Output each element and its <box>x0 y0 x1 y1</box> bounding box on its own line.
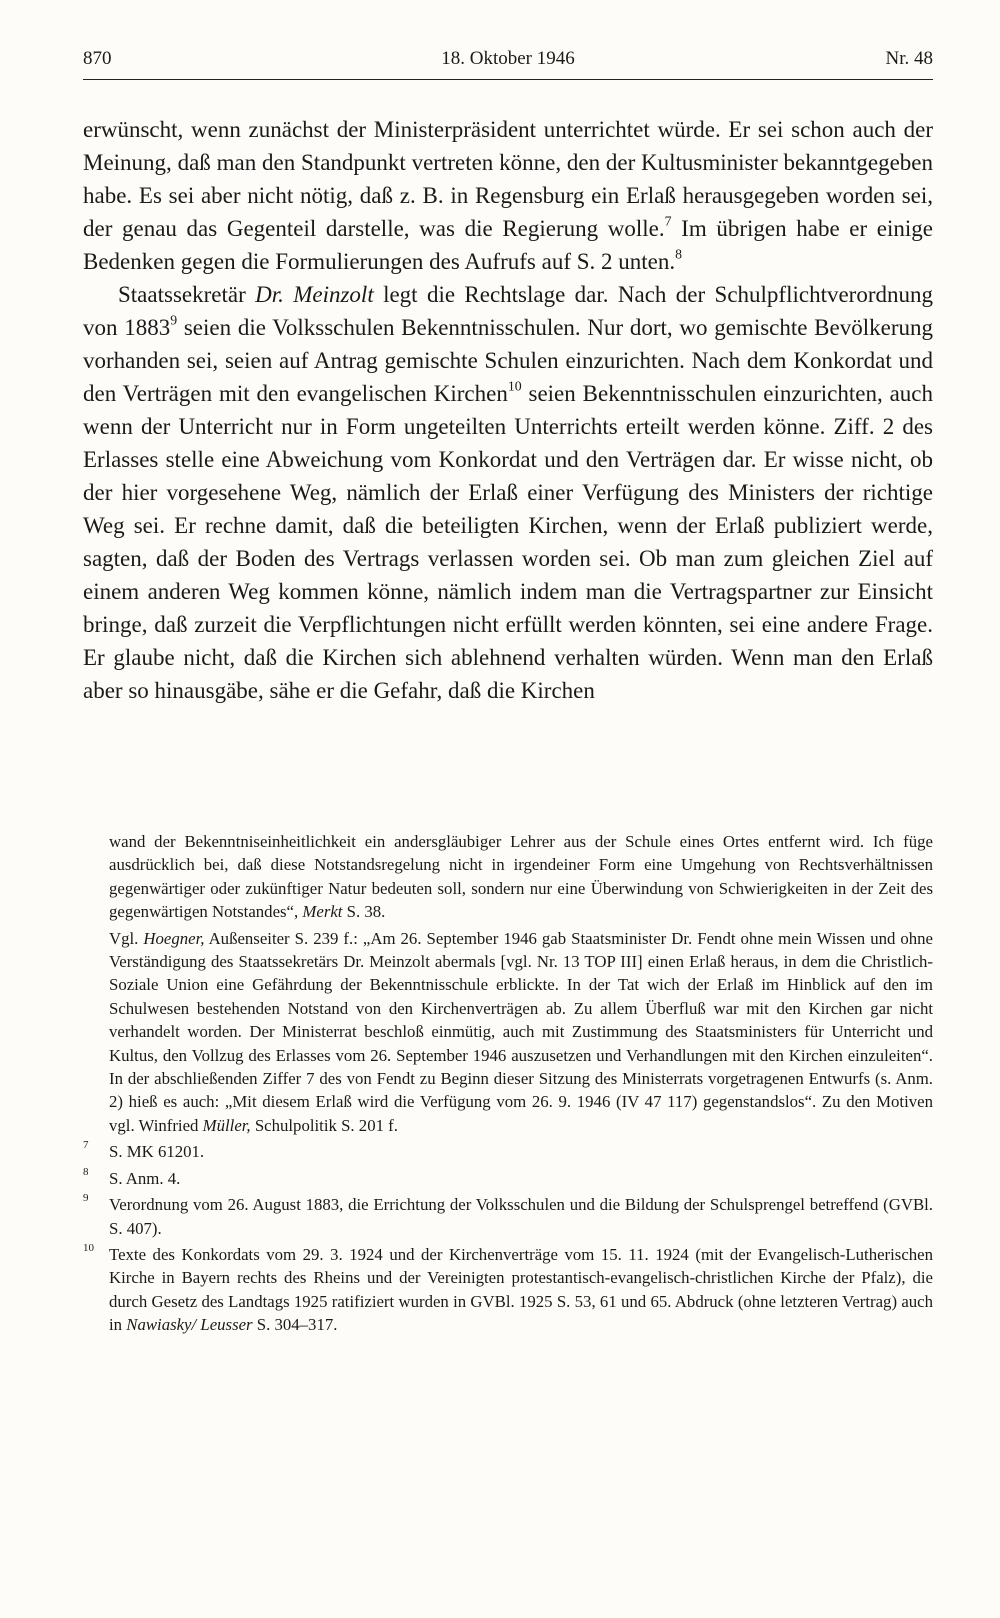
footnote-ref[interactable]: 7 <box>664 213 672 229</box>
speaker-name: Dr. Meinzolt <box>255 282 374 307</box>
text-run: Texte des Konkordats vom 29. 3. 1924 und der Kirchenverträge vom 15. 11. 1924 (mit der Evangelisch-Lutherischen Kirche in Bayern rechts des Rheins und der Vereinigten protestantisch-evangelisch-christlichen Kirche der Pfalz), die durch Gesetz des Landtags 1925 ratifiziert wurden in GVBl. 1925 S. 53, 61 und 65. Abdruck (ohne letzteren Vertrag) auch in <box>109 1244 933 1335</box>
footnote-text: Verordnung vom 26. August 1883, die Errichtung der Volksschulen und die Bildung der Schulsprengel betreffend (GVBl. S. 407). <box>109 1195 933 1238</box>
text-run: seien die Volksschulen Bekenntnisschulen. Nur dort, wo gemischte Bevölkerung vorhanden sei, seien auf Antrag gemischte Schulen einzurichten. Nach dem Konkordat und den Verträgen mit den evangelischen Kirchen <box>83 315 933 406</box>
footnote-number: 8 <box>83 1165 89 1178</box>
footnote-number: 9 <box>83 1192 89 1205</box>
text-run: Vgl. <box>109 928 144 948</box>
text-run: S. 304–317. <box>252 1315 338 1335</box>
text-run: Schulpolitik S. 201 f. <box>250 1115 398 1135</box>
issue-number: Nr. 48 <box>885 48 933 69</box>
footnote-number: 7 <box>83 1139 89 1152</box>
text-run: Im übrigen habe er einige Bedenken gegen die Formulierungen des Aufrufs auf S. 2 unten. <box>83 216 933 274</box>
text-run: Außenseiter S. 239 f.: „Am 26. September 1946 gab Staatsminister Dr. Fendt ohne mein Wissen und ohne Verständigung des Staatssekretärs Dr. Meinzolt abermals [vgl. Nr. 13 TOP III] einen Erlaß heraus, in dem die Christlich-Soziale Union eine Gefährdung der Bekenntnisschule erblickte. In der Tat wich der Erlaß im Hinblick auf den im Schulwesen bestehenden Notstand von den Kirchenverträgen ab. Zu allem Überfluß war mit den Kirchen gar nicht verhandelt worden. Der Ministerrat beschloß einmütig, auch mit Zustimmung des Staatsministers für Unterricht und Kultus, den Vollzug des Erlasses vom 26. September 1946 auszusetzen und Verhandlungen mit den Kirchen einzuleiten“. In der abschließenden Ziffer 7 des von Fendt zu Beginn dieser Sitzung des Ministerrats vorgetragenen Entwurfs (s. Anm. 2) hieß es auch: „Mit diesem Erlaß wird die Verfügung vom 26. 9. 1946 (IV 47 117) gegenstandslos“. Zu den Motiven vgl. Winfried <box>109 928 934 1135</box>
footnote-text: S. MK 61201. <box>109 1142 205 1162</box>
text-run: legt die Rechtslage dar. Nach der Schulpflichtverordnung von 1883 <box>83 282 933 340</box>
text-run: wand der Bekenntniseinheitlichkeit ein andersgläubiger Lehrer aus der Schule eines Ortes entfernt wird. Ich füge ausdrücklich bei, daß diese Notstandsregelung nicht in irgendeiner Form eine Umgehung von Rechtsverhältnissen gegenwärtiger oder zukünftiger Natur bedeuten soll, sondern nur eine Überwindung von Schwierigkeiten in der Zeit des gegenwärtigen Notstandes“, <box>109 832 933 922</box>
text-run: seien Bekenntnisschulen einzurichten, auch wenn der Unterricht nur in Form ungeteilten Unterrichts erteilt werden könne. Ziff. 2 des Erlasses stelle eine Abweichung vom Konkordat und den Verträgen dar. Er wisse nicht, ob der hier vorgesehene Weg, nämlich der Erlaß einer Verfügung des Ministers der richtige Weg sei. Er rechne damit, daß die beteiligten Kirchen, wenn der Erlaß publiziert werde, sagten, daß der Boden des Vertrags verlassen worden sei. Ob man zum gleichen Ziel auf einem anderen Weg kommen könne, nämlich indem man die Vertragspartner zur Einsicht bringe, daß zurzeit die Verpflichtungen nicht erfüllt werden könnten, sei eine andere Frage. Er glaube nicht, daß die Kirchen sich ablehnend verhalten würden. Wenn man den Erlaß aber so hinausgäbe, sähe er die Gefahr, daß die Kirchen <box>83 381 933 703</box>
footnote-continuation <box>83 830 933 924</box>
author-name: Nawiasky/ Leusser <box>126 1315 253 1335</box>
header-date: 18. Oktober 1946 <box>441 48 575 69</box>
footnotes <box>83 830 933 1337</box>
author-name: Müller, <box>202 1115 251 1135</box>
footnote-8 <box>83 1167 933 1190</box>
footnote-ref[interactable]: 9 <box>170 312 178 328</box>
page-number: 870 <box>83 48 112 69</box>
footnote-number: 10 <box>83 1241 94 1254</box>
footnote-ref[interactable]: 10 <box>507 378 522 394</box>
page-header <box>83 48 933 80</box>
author-name: Hoegner, <box>143 928 205 948</box>
footnote-7 <box>83 1140 933 1163</box>
header-rule <box>83 79 933 80</box>
paragraph-meinzolt <box>83 278 933 707</box>
footnote-9 <box>83 1193 933 1240</box>
footnote-10 <box>83 1243 933 1337</box>
main-text <box>83 113 933 707</box>
footnote-text: S. Anm. 4. <box>109 1168 181 1188</box>
paragraph-continuation <box>83 113 933 278</box>
text-run: Staatssekretär <box>118 282 256 307</box>
text-run: S. 38. <box>342 902 386 922</box>
author-name: Merkt <box>302 902 343 922</box>
footnote-ref[interactable]: 8 <box>675 246 683 262</box>
text-run: erwünscht, wenn zunächst der Ministerpräsident unterrichtet würde. Er sei schon auch der Meinung, daß man den Standpunkt vertreten könne, den der Kultusminister bekanntgegeben habe. Es sei aber nicht nötig, daß z. B. in Regensburg ein Erlaß herausgegeben worden sei, der genau das Gegenteil darstelle, was die Regierung wolle. <box>83 117 933 241</box>
footnote-hoegner <box>83 927 933 1138</box>
